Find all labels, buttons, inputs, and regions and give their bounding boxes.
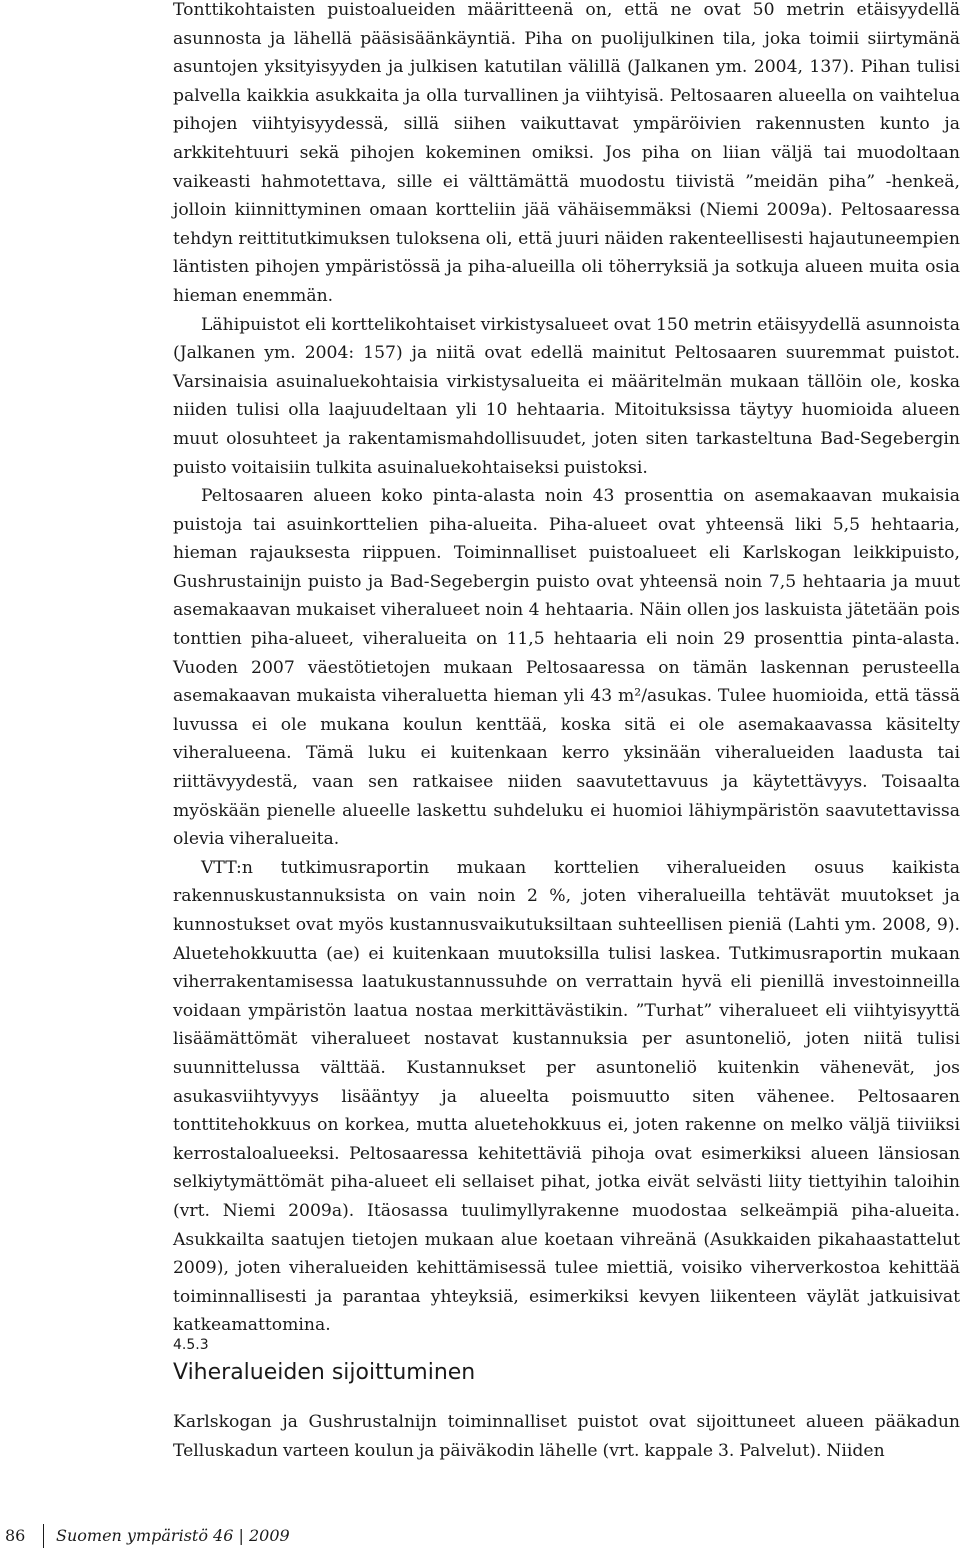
page-footer xyxy=(0,1524,400,1548)
page-number: 86 xyxy=(5,1526,26,1545)
section-title: Viheralueiden sijoittuminen xyxy=(173,1360,476,1385)
paragraph-pinta-ala: Peltosaaren alueen koko pinta-alasta noin 43 prosenttia on asemakaavan mukaisia puistoja tai asuinkorttelien piha-alueita. Piha-alueet ovat yhteensä liki 5,5 hehtaaria, hieman rajauksesta riippuen. Toiminnalliset puistoalueet eli Karlskogan leikkipuisto, Gushrustainijn puisto ja Bad-Segebergin puisto ovat yhteensä noin 7,5 hehtaaria ja muut asemakaavan mukaiset viheralueet noin 4 hehtaaria. Näin ollen jos laskuista jätetään pois tonttien piha-alueet, viheralueita on 11,5 hehtaaria eli noin 29 prosenttia pinta-alasta. Vuoden 2007 väestötietojen mukaan Peltosaaressa on tämän laskennan perusteella asemakaavan mukaista viheraluetta hieman yli 43 m²/asukas. Tulee huomioida, että tässä luvussa ei ole mukana koulun kenttää, koska sitä ei ole asemakaavassa käsitelty viheralueena. Tämä luku ei kuitenkaan kerro yksinään viheralueiden laadusta tai riittävyydestä, vaan sen ratkaisee niiden saavutettavuus ja käytettävyys. Toisaalta myöskään pienelle alueelle laskettu suhdeluku ei huomioi lähiympäristön saavutettavissa olevia viheralueita. xyxy=(173,486,960,850)
footer-divider xyxy=(43,1524,44,1548)
body-text xyxy=(173,0,960,1340)
paragraph-sijoittuminen: Karlskogan ja Gushrustalnijn toiminnalliset puistot ovat sijoittuneet alueen pääkadun Telluskadun varteen koulun ja päiväkodin lähelle (vrt. kappale 3. Palvelut). Niiden xyxy=(173,1412,960,1461)
section-body xyxy=(173,1408,960,1465)
section-number: 4.5.3 xyxy=(173,1337,209,1353)
publication-series: Suomen ympäristö 46 | 2009 xyxy=(56,1526,290,1545)
paragraph-lahipuistot: Lähipuistot eli korttelikohtaiset virkistysalueet ovat 150 metrin etäisyydellä asunnoista (Jalkanen ym. 2004: 157) ja niitä ovat edellä mainitut Peltosaaren suuremmat puistot. Varsinaisia asuinaluekohtaisia virkistysalueita ei määritelmän mukaan tällöin ole, koska niiden tulisi olla laajuudeltaan yli 10 hehtaaria. Mitoituksissa täytyy huomioida alueen muut olosuhteet ja rakentamismahdollisuudet, joten siten tarkasteltuna Bad-Segebergin puisto voitaisiin tulkita asuinaluekohtaiseksi puistoksi. xyxy=(173,314,960,478)
paragraph-vtt-raportti: VTT:n tutkimusraportin mukaan korttelien viheralueiden osuus kaikista rakennuskustannuksista on vain noin 2 %, joten viheralueilla tehtävät muutokset ja kunnostukset ovat myös kustannusvaikutuksiltaan suhteellisen pieniä (Lahti ym. 2008, 9). Aluetehokkuutta (ae) ei kuitenkaan muutoksilla tulisi laskea. Tutkimusraportin mukaan viherrakentamisessa laatukustannussuhde on verrattain hyvä eli pienillä investoinneilla voidaan ympäristön laatua nostaa merkittävästikin. ”Turhat” viheralueet eli viihtyisyyttä lisäämättömät viheralueet nostavat kustannuksia per asuntoneliö, joten niitä tulisi suunnittelussa välttää. Kustannukset per asuntoneliö kuitenkin vähenevät, jos asukasviihtyvyys lisääntyy ja alueelta poismuutto siten vähenee. Peltosaaren tonttitehokkuus on korkea, mutta aluetehokkuus ei, joten rakenne on melko väljä tiiviiksi kerrostaloalueeksi. Peltosaaressa kehitettäviä pihoja ovat esimerkiksi alueen länsiosan selkiytymättömät piha-alueet eli sellaiset pihat, jotka eivät selvästi liity tiettyihin taloihin (vrt. Niemi 2009a). Itäosassa tuulimyllyrakenne muodostaa selkeämpiä piha-alueita. Asukkailta saatujen tietojen mukaan alue koetaan vihreänä (Asukkaiden pikahaastattelut 2009), joten viheralueiden kehittämisessä tulee miettiä, voisiko viherverkostoa kehittää toiminnallisesti ja parantaa yhteyksiä, esimerkiksi kevyen liikenteen väylät jatkuisivat katkeamattomina. xyxy=(173,857,960,1336)
paragraph-pihat: Tonttikohtaisten puistoalueiden määritteenä on, että ne ovat 50 metrin etäisyydellä asunnosta ja lähellä pääsisäänkäyntiä. Piha on puolijulkinen tila, joka toimii siirtymänä asuntojen yksityisyyden ja julkisen katutilan välillä (Jalkanen ym. 2004, 137). Pihan tulisi palvella kaikkia asukkaita ja olla turvallinen ja viihtyisä. Peltosaaren alueella on vaihtelua pihojen viihtyisyydessä, sillä siihen vaikuttavat ympäröivien rakennusten kunto ja arkkitehtuuri sekä pihojen kokeminen omiksi. Jos piha on liian väljä tai muodoltaan vaikeasti hahmotettava, sille ei välttämättä muodostu tiivistä ”meidän piha” -henkeä, jolloin kiinnittyminen omaan kortteliin jää vähäisemmäksi (Niemi 2009a). Peltosaaressa tehdyn reittitutkimuksen tuloksena oli, että juuri näiden rakenteellisesti hajautuneempien läntisten pihojen ympäristössä ja piha-alueilla oli töherryksiä ja sotkuja alueen muita osia hieman enemmän. xyxy=(173,0,960,306)
